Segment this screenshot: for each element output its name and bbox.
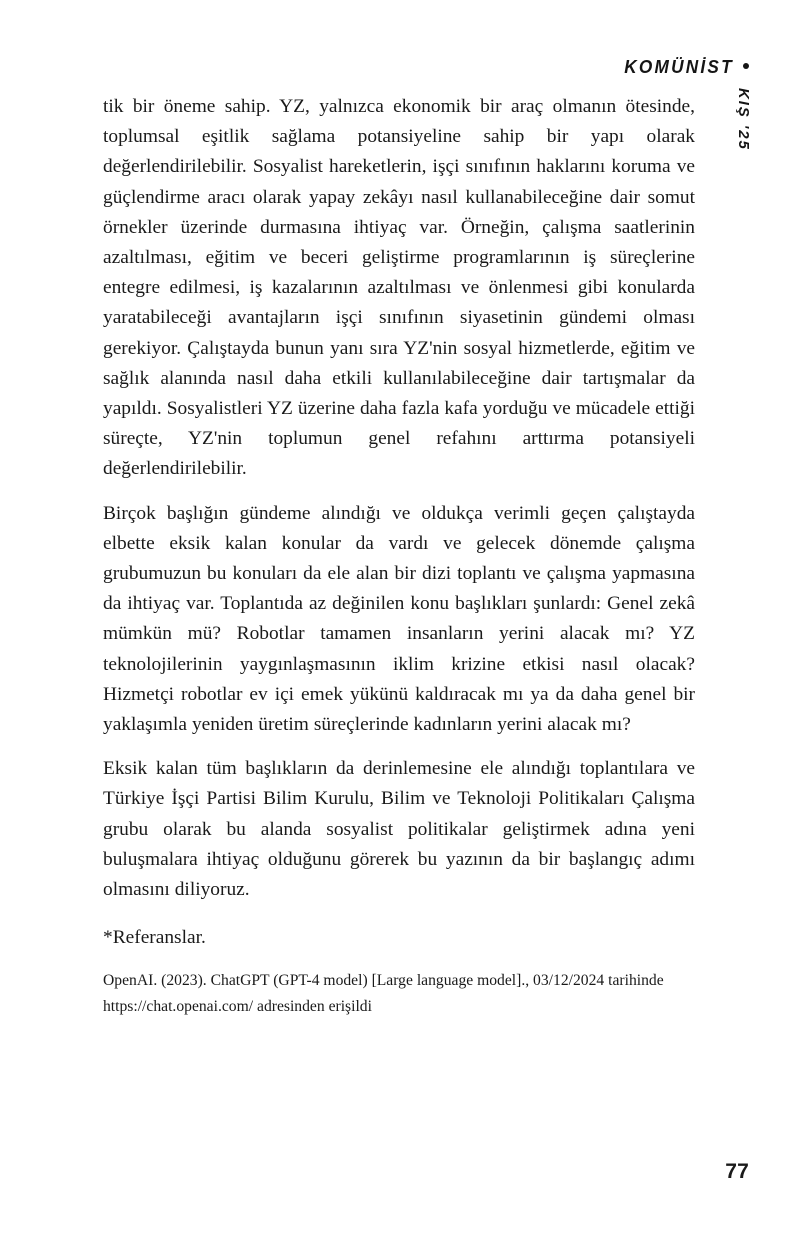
body-paragraph: Birçok başlığın gündeme alındığı ve oldukça verimli geçen çalıştayda elbette eksik kalan konular da vardı ve gelecek dönemde çalışma grubumuzun bu konuları da ele alan bir dizi toplantı ve çalışma yapmasına da ihtiyaç var. Toplantıda az değinilen konu başlıkları şunlardı: Genel zekâ mümkün mü? Robotlar tamamen insanların yerini alacak mı? YZ teknolojilerinin yaygınlaşmasının iklim krizine etkisi nasıl olacak? Hizmetçi robotlar ev içi emek yükünü kaldıracak mı ya da daha genel bir yaklaşımla yeniden üretim süreçlerinde kadınların yerini alacak mı? [103, 502, 695, 736]
references-heading: *Referanslar. [103, 927, 206, 949]
text-column [103, 92, 695, 1019]
body-paragraph: Eksik kalan tüm başlıkların da derinlemesine ele alındığı toplantılara ve Türkiye İşçi Partisi Bilim Kurulu, Bilim ve Teknoloji Politikaları Çalışma grubu olarak bu alanda sosyalist politikalar geliştirmek adına yeni buluşmalara ihtiyaç olduğunu görerek bu yazının da bir başlangıç adımı olmasını diliyoruz. [103, 758, 695, 901]
bullet-dot-icon [743, 63, 749, 69]
issue-label: KIŞ '25 [735, 88, 752, 151]
body-paragraph: tik bir öneme sahip. YZ, yalnızca ekonomik bir araç olmanın ötesinde, toplumsal eşitlik sağlama potansiyeline sahip bir yapı olarak değerlendirilebilir. Sosyalist hareketlerin, işçi sınıfının haklarını koruma ve güçlendirme aracı olarak yapay zekâyı nasıl kullanabileceğine dair somut örnekler üzerinde durmasına ihtiyaç var. Örneğin, çalışma saatlerinin azaltılması, eğitim ve beceri geliştirme programlarının iş süreçlerine entegre edilmesi, iş kazalarının azaltılması ve önlenmesi gibi konularda yaratabileceği avantajların işçi sınıfının siyasetinin gündemi olması gerekiyor. Çalıştayda bunun yanı sıra YZ'nin sosyal hizmetlerde, eğitim ve sağlık alanında nasıl daha etkili kullanılabileceğine dair tartışmalar da yapıldı. Sosyalistleri YZ üzerine daha fazla kafa yorduğu ve mücadele ettiği süreçte, YZ'nin toplumun genel refahını arttırma potansiyeli değerlendirilebilir. [103, 96, 695, 480]
issue-label-container [732, 88, 754, 168]
publication-title: KOMÜNİST [624, 56, 734, 77]
reference-entry: OpenAI. (2023). ChatGPT (GPT-4 model) [Large language model]., 03/12/2024 tarihinde https://chat.openai.com/ adresinden erişildi [103, 971, 664, 1016]
running-header [616, 56, 749, 78]
page-number: 77 [725, 1160, 749, 1183]
